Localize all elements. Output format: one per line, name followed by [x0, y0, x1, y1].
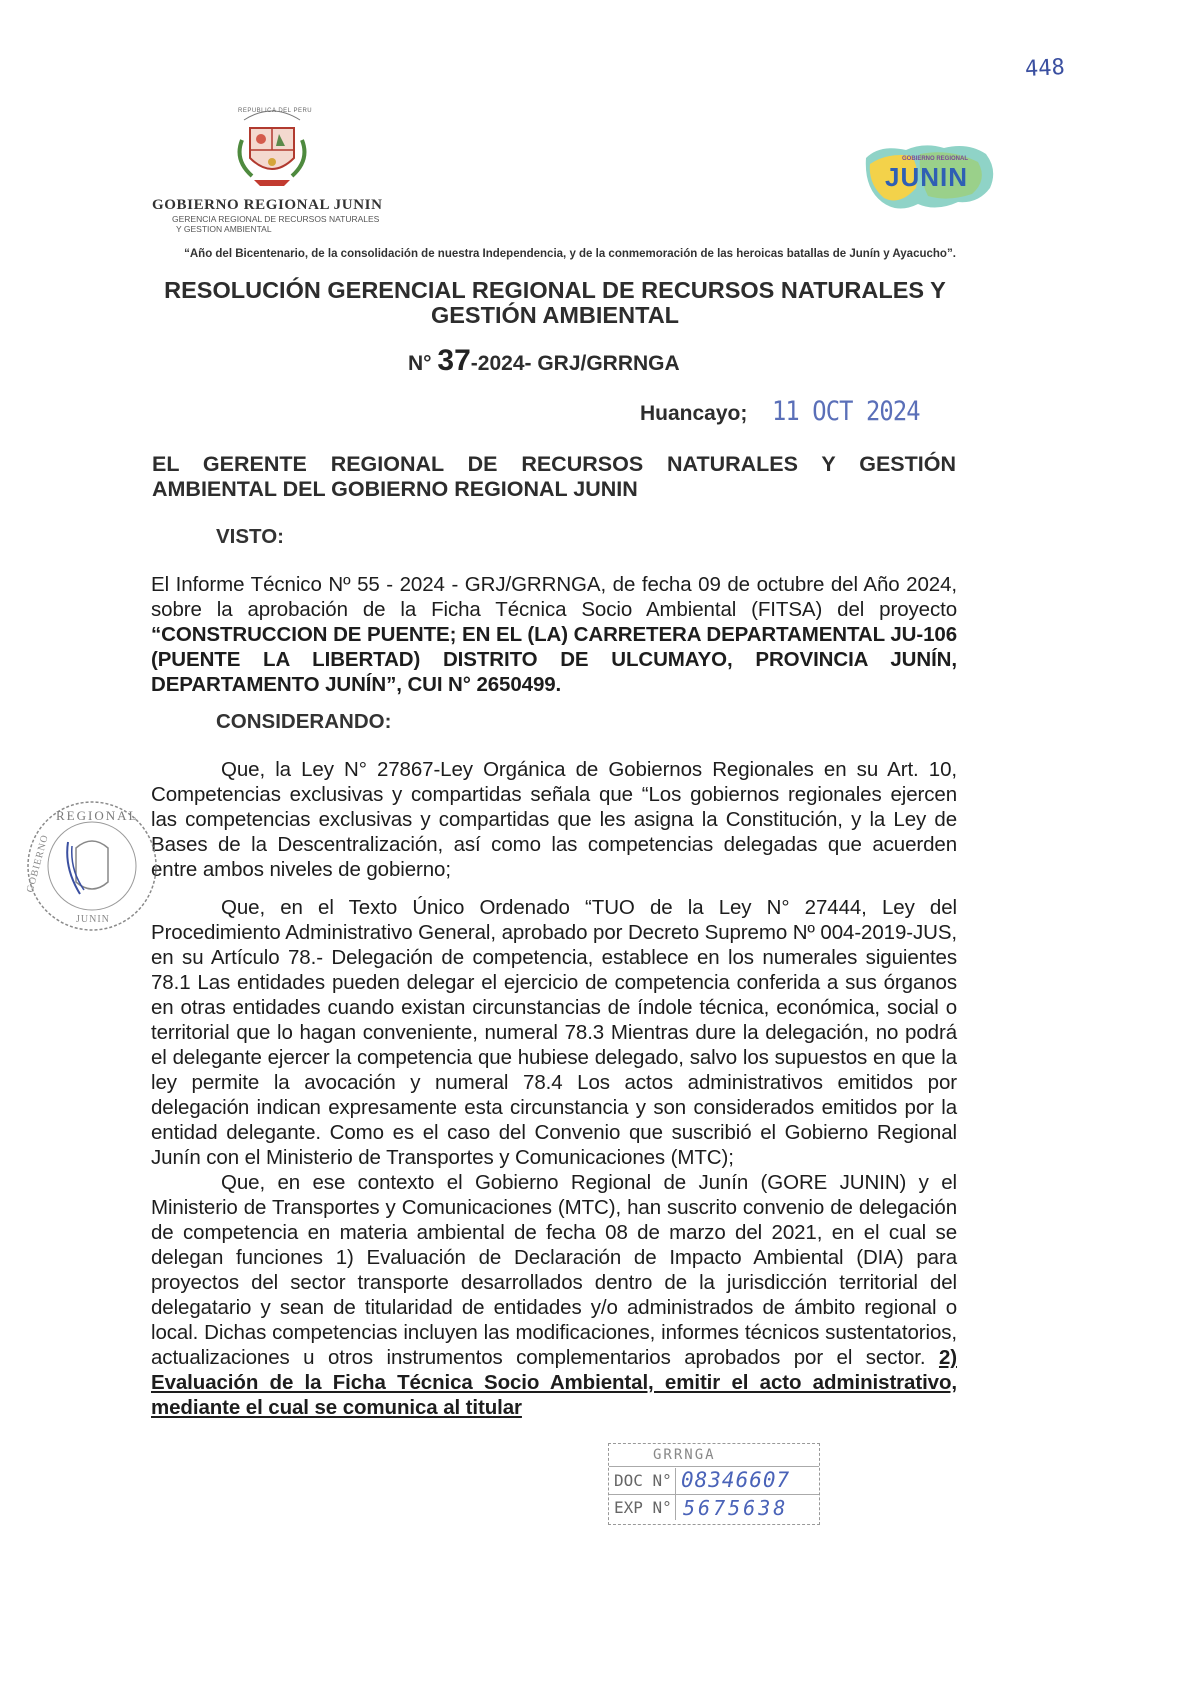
- stamp-office: GRRNGA: [653, 1447, 716, 1463]
- project-name: “CONSTRUCCION DE PUENTE; EN EL (LA) CARRETERA DEPARTAMENTAL JU-106 (PUENTE LA LIBERTAD) DISTRITO DE ULCUMAYO, PROVINCIA JUNÍN, DEPARTAMENTO JUNÍN”, CUI N° 2650499.: [151, 623, 957, 696]
- doc-label: DOC N°: [614, 1471, 672, 1490]
- org-sub2: Y GESTION AMBIENTAL: [176, 224, 272, 234]
- p3-underlined: 2) Evaluación de la Ficha Técnica Socio Ambiental, emitir el acto administrativo, mediante el cual se comunica al titular: [151, 1346, 957, 1419]
- registry-stamp: [608, 1443, 820, 1525]
- number-value: 37: [437, 344, 471, 377]
- exp-value: 5675638: [683, 1496, 789, 1520]
- resolution-number: [408, 344, 680, 378]
- seal-left-text: GOBIERNO: [24, 833, 51, 894]
- junin-logo-text: JUNIN: [885, 162, 969, 192]
- resolution-title-line1: RESOLUCIÓN GERENCIAL REGIONAL DE RECURSOS NATURALES Y: [164, 277, 946, 303]
- seal-top-text: REGIONAL: [56, 808, 139, 823]
- doc-value: 08346607: [681, 1468, 791, 1492]
- exp-label: EXP N°: [614, 1498, 672, 1517]
- considerando-heading: CONSIDERANDO:: [216, 710, 392, 733]
- considerando-p3: [151, 1170, 957, 1420]
- considerando-p2: Que, en el Texto Único Ordenado “TUO de la Ley N° 27444, Ley del Procedimiento Administrativo General, aprobado por Decreto Supremo Nº 004-2019-JUS, en su Artículo 78.- Delegación de competencia, establece en los numerales siguientes 78.1 Las entidades pueden delegar el ejercicio de competencia conferida a sus órganos en otras entidades cuando existan circunstancias de índole técnica, económica, social o territorial que lo hagan conveniente, numeral 78.3 Mientras dure la delegación, no podrá el delegante ejercer la competencia que hubiese delegado, salvo los supuestos en que la ley permite la avocación y numeral 78.4 Los actos administrativos emitidos por delegación indican expresamente esta circunstancia y son considerados emitidos por la entidad delegante. Como es el caso del Convenio que suscribió el Gobierno Regional Junín con el Ministerio de Transportes y Comunicaciones (MTC);: [151, 896, 957, 1169]
- place: Huancayo;: [640, 402, 748, 425]
- number-suffix: -2024- GRJ/GRRNGA: [470, 352, 680, 375]
- p3-text: Que, en ese contexto el Gobierno Regional de Junín (GORE JUNIN) y el Ministerio de Transportes y Comunicaciones (MTC), han suscrito convenio de delegación de competencia en materia ambiental de fecha 08 de marzo del 2021, en el cual se delegan funciones 1) Evaluación de Declaración de Impacto Ambiental (DIA) para proyectos del sector transporte desarrollados dentro de la jurisdicción territorial del delegatario y sean de titularidad de entidades y/o administrados de ámbito regional o local. Dichas competencias incluyen las modificaciones, informes técnicos sustentatorios, actualizaciones u otros instrumentos complementarios aprobados por el sector.: [151, 1171, 957, 1369]
- visto-heading: VISTO:: [216, 525, 284, 548]
- date-stamp: 11 OCT 2024: [772, 396, 920, 427]
- page-number: 448: [1024, 54, 1066, 83]
- year-motto: “Año del Bicentenario, de la consolidación de nuestra Independencia, y de la conmemoración de las heroicas batallas de Junín y Ayacucho”.: [184, 248, 956, 260]
- resolution-title-line2: GESTIÓN AMBIENTAL: [430, 302, 680, 328]
- number-prefix: N°: [408, 352, 432, 375]
- junin-logo-small: GOBIERNO REGIONAL: [902, 156, 969, 162]
- visto-text: El Informe Técnico Nº 55 - 2024 - GRJ/GRRNGA, de fecha 09 de octubre del Año 2024, sobre la aprobación de la Ficha Técnica Socio Ambiental (FITSA) del proyecto: [151, 573, 957, 621]
- org-sub1: GERENCIA REGIONAL DE RECURSOS NATURALES: [172, 214, 380, 224]
- seal-bottom-text: JUNIN: [76, 914, 110, 925]
- authority-heading: EL GERENTE REGIONAL DE RECURSOS NATURALES Y GESTIÓN AMBIENTAL DEL GOBIERNO REGIONAL JUNIN: [152, 452, 956, 501]
- visto-paragraph: [151, 572, 957, 697]
- crest-caption: REPUBLICA DEL PERU: [238, 108, 313, 114]
- considerando-p1: Que, la Ley N° 27867-Ley Orgánica de Gobiernos Regionales en su Art. 10, Competencias exclusivas y compartidas señala que “Los gobiernos regionales ejercen las competencias exclusivas y compartidas que les asigna la Constitución, y la Ley de Bases de la Descentralización, así como las competencias delegadas que acuerden entre ambos niveles de gobierno;: [151, 758, 957, 881]
- org-name: GOBIERNO REGIONAL JUNIN: [152, 197, 383, 213]
